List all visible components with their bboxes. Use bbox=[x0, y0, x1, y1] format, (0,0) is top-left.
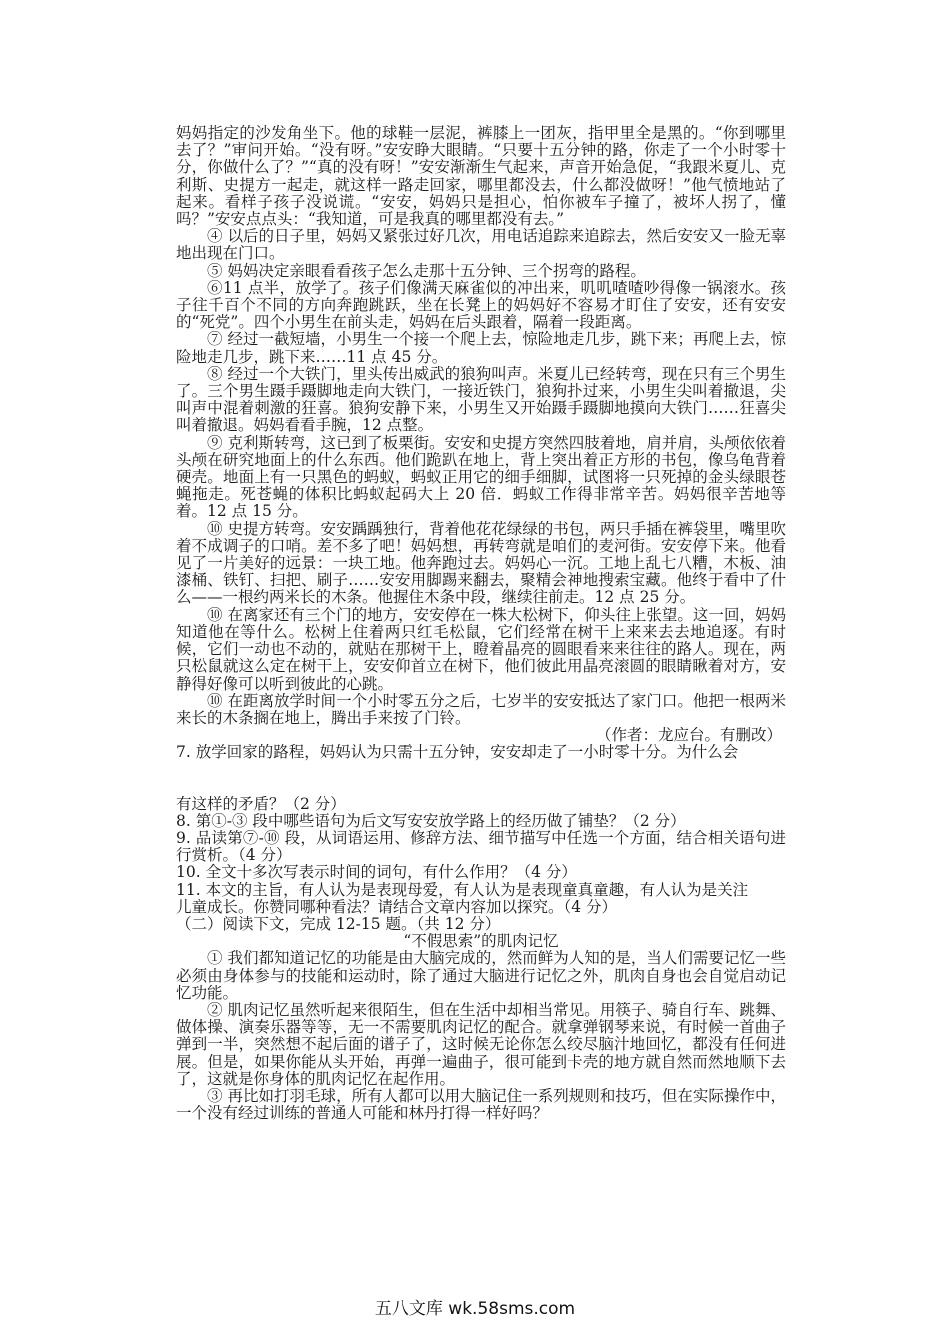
article-paragraph-3: ③ 再比如打羽毛球，所有人都可以用大脑记住一系列规则和技巧，但在实际操作中，一个没有经过训练的普通人可能和林丹打得一样好吗？ bbox=[176, 1086, 786, 1123]
question-8: 8. 第①-③ 段中哪些语句为后文写安安放学路上的经历做了铺垫？（2 分） bbox=[176, 811, 686, 830]
story-paragraph-8: ⑧ 经过一个大铁门，里头传出威武的狼狗叫声。米夏儿已经转弯，现在只有三个男生了。三个男生蹑手蹑脚地走向大铁门，一接近铁门，狼狗扑过来，小男生尖叫着撤退，尖叫声中混着刺激的狂喜。狼狗安静下来，小男生又开始蹑手蹑脚地摸向大铁门……狂喜尖叫着撤退。妈妈看看手腕，12 点整。 bbox=[176, 364, 786, 435]
story-paragraph-9: ⑨ 克利斯转弯，这已到了板栗街。安安和史提方突然四肢着地，肩并肩，头颅依依着头颅在研究地面上的什么东西。他们跪趴在地上，背上突出着正方形的书包，像乌龟背着硬壳。地面上有一只黑色的蚂蚁，蚂蚁正用它的细手细脚，试图将一只死掉的金头绿眼苍蝇拖走。死苍蝇的体积比蚂蚁起码大上 20 倍．蚂蚁工作得非常辛苦。妈妈很辛苦地等着。12 点 15 分。 bbox=[176, 433, 786, 521]
answer-space bbox=[176, 762, 786, 796]
story-paragraph-12: ⑩ 在距离放学时间一个小时零五分之后，七岁半的安安抵达了家门口。他把一根两米来长的木条搁在地上，腾出手来按了门铃。 bbox=[176, 691, 786, 727]
question-9: 9. 品读第⑦-⑩ 段，从词语运用、修辞方法、细节描写中任选一个方面，结合相关语句进行赏析。（4 分） bbox=[176, 828, 786, 865]
story-paragraph-5: ⑤ 妈妈决定亲眼看看孩子怎么走那十五分钟、三个拐弯的路程。 bbox=[207, 261, 646, 280]
story-paragraph-7: ⑦ 经过一截短墙，小男生一个接一个爬上去，惊险地走几步，跳下来；再爬上去，惊险地走几步，跳下来……11 点 45 分。 bbox=[176, 330, 786, 366]
watermark-footer: 五八文库 wk.58sms.com bbox=[374, 1299, 576, 1319]
story-paragraph-11: ⑩ 在离家还有三个门的地方，安安停在一株大松树下，仰头往上张望。这一回，妈妈知道他在等什么。松树上住着两只红毛松鼠，它们经常在树干上来来去去地追逐。有时候，它们一动也不动的，就贴在那树干上，瞪着晶亮的圆眼看来来往往的路人。现在，两只松鼠就这么定在树干上，安安仰首立在树下，他们彼此用晶亮滚圆的眼睛瞅着对方，安静得好像可以听到彼此的心跳。 bbox=[176, 605, 786, 693]
story-paragraph-6: ⑥11 点半，放学了。孩子们像满天麻雀似的冲出来，叽叽喳喳吵得像一锅滚水。孩子往千百个不同的方向奔跑跳跃，坐在长凳上的妈妈好不容易才盯住了安安，还有安安的“死党”。四个小男生在前头走，妈妈在后头跟着，隔着一段距离。 bbox=[176, 278, 786, 332]
article-paragraph-1: ① 我们都知道记忆的功能是由大脑完成的，然而鲜为人知的是，当人们需要记忆一些必须由身体参与的技能和运动时，除了通过大脑进行记忆之外，肌肉自身也会自觉启动记忆功能。 bbox=[176, 949, 786, 1002]
author-credit: （作者：龙应台。有删改） bbox=[595, 726, 782, 745]
question-7-part1: 7. 放学回家的路程，妈妈认为只需十五分钟，安安却走了一小时零十分。为什么会 bbox=[176, 743, 739, 762]
story-paragraph-1: 妈妈指定的沙发角坐下。他的球鞋一层泥，裤膝上一团灰，指甲里全是黑的。“你到哪里去了？”审问开始。“没有呀。”安安睁大眼睛。“只要十五分钟的路，你走了一个小时零十分，你做什么了？”“真的没有呀！”安安渐渐生气起来，声音开始急促，“我跟米夏儿、克利斯、史提方一起走，就这样一路走回家，哪里都没去，什么都没做呀！”他气愤地站了起来。看样子孩子没说谎。“安安，妈妈只是担心，怕你被车子撞了，被坏人拐了，懂吗？”安安点点头：“我知道，可是我真的哪里都没有去。” bbox=[176, 124, 786, 229]
question-10: 10. 全文十多次写表示时间的词句，有什么作用？（4 分） bbox=[176, 863, 577, 882]
document-body bbox=[176, 125, 786, 1122]
question-7-part2: 有这样的矛盾？（2 分） bbox=[176, 794, 346, 813]
section-2-heading: （二）阅读下文，完成 12-15 题。（共 12 分） bbox=[176, 914, 501, 933]
section-2-title: “不假思索”的肌肉记忆 bbox=[403, 932, 559, 951]
question-11-part2: 儿童成长。你赞同哪种看法？请结合文章内容加以探究。（4 分） bbox=[176, 897, 618, 916]
question-11-part1: 11. 本文的主旨，有人认为是表现母爱，有人认为是表现童真童趣，有人认为是关注 bbox=[176, 880, 749, 899]
story-paragraph-4: ④ 以后的日子里，妈妈又紧张过好几次，用电话追踪来追踪去，然后安安又一脸无辜地出现在门口。 bbox=[176, 227, 786, 263]
article-paragraph-2: ② 肌肉记忆虽然听起来很陌生，但在生活中却相当常见。用筷子、骑自行车、跳舞、做体操、演奏乐器等等，无一不需要肌肉记忆的配合。就拿弹钢琴来说，有时候一首曲子弹到一半，突然想不起后面的谱子了，这时候无论你怎么绞尽脑汁地回忆，都没有任何进展。但是，如果你能从头开始，再弹一遍曲子，很可能到卡壳的地方就自然而然地顺下去了，这就是你身体的肌肉记忆在起作用。 bbox=[176, 1000, 786, 1088]
story-paragraph-10: ⑩ 史提方转弯。安安踽踽独行，背着他花花绿绿的书包，两只手插在裤袋里，嘴里吹着不成调子的口哨。差不多了吧！妈妈想，再转弯就是咱们的麦河街。安安停下来。他看见了一片美好的远景：一块工地。他奔跑过去。妈妈心一沉。工地上乱七八糟，木板、油漆桶、铁钉、扫把、刷子……安安用脚踢来翻去，聚精会神地搜索宝藏。他终于看中了什么——一根约两米长的木条。他握住木条中段，继续往前走。12 点 25 分。 bbox=[176, 519, 786, 607]
